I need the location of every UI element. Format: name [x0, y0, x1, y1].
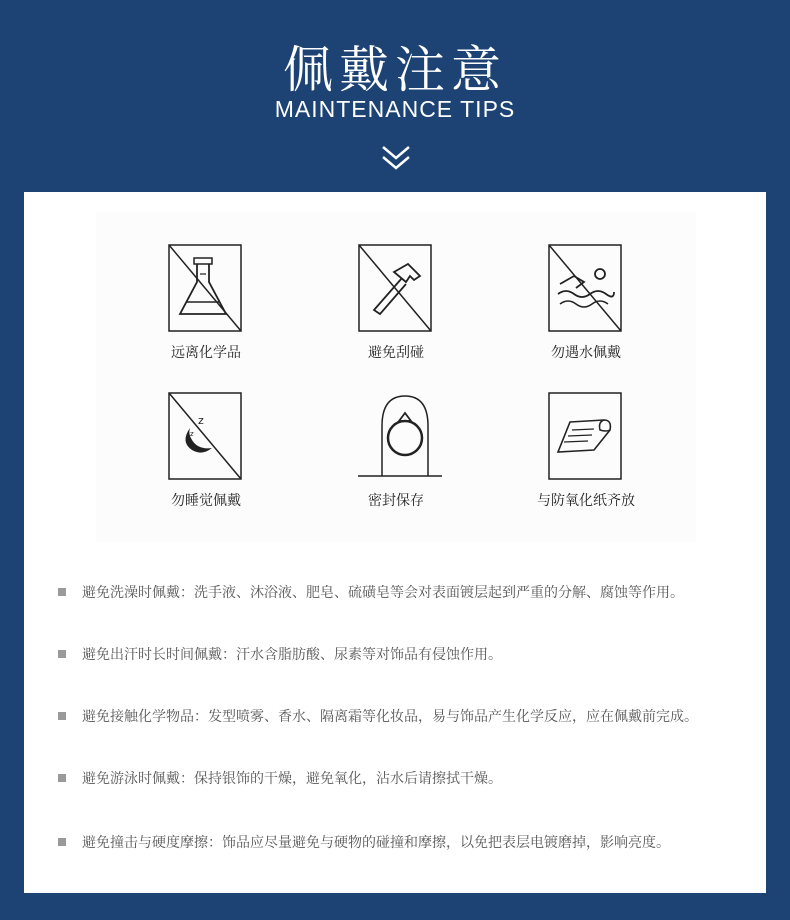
icon-item-sealed — [296, 392, 496, 522]
anti-oxidation-paper-icon — [548, 392, 622, 480]
svg-text:z: z — [198, 414, 204, 427]
sealed-storage-icon — [348, 392, 442, 480]
icon-item-hammer — [296, 244, 496, 374]
page-subtitle: MAINTENANCE TIPS — [274, 96, 516, 122]
tip-text: 避免洗澡时佩戴：洗手液、沐浴液、肥皂、硫磺皂等会对表面镀层起到严重的分解、腐蚀等作用。 — [82, 585, 684, 601]
bullet-icon — [58, 650, 66, 658]
icon-item-chemicals — [106, 244, 306, 374]
no-chemicals-icon — [168, 244, 242, 332]
bullet-icon — [58, 712, 66, 720]
list-item — [58, 832, 738, 854]
icon-item-sleep — [106, 392, 306, 522]
icon-label: 远离化学品 — [171, 345, 241, 361]
page-title: 佩戴注意 — [283, 41, 507, 99]
tip-text: 避免撞击与硬度摩擦：饰品应尽量避免与硬物的碰撞和摩擦，以免把表层电镀磨掉，影响亮度。 — [82, 835, 670, 851]
list-item — [58, 706, 738, 728]
bullet-icon — [58, 588, 66, 596]
double-chevron-down-icon — [380, 142, 412, 174]
icon-item-paper — [486, 392, 686, 522]
no-sleeping-icon — [168, 392, 242, 480]
bullet-icon — [58, 774, 66, 782]
icon-label: 密封保存 — [368, 493, 424, 509]
icon-label: 勿遇水佩戴 — [551, 345, 621, 361]
list-item — [58, 582, 738, 604]
no-hammer-icon — [358, 244, 432, 332]
icon-label: 与防氧化纸齐放 — [537, 493, 635, 509]
tip-text: 避免出汗时长时间佩戴：汗水含脂肪酸、尿素等对饰品有侵蚀作用。 — [82, 647, 502, 663]
tip-text: 避免游泳时佩戴：保持银饰的干燥，避免氧化，沾水后请擦拭干燥。 — [82, 771, 502, 787]
header — [0, 0, 790, 192]
list-item — [58, 644, 738, 666]
tip-text: 避免接触化学物品：发型喷雾、香水、隔离霜等化妆品，易与饰品产生化学反应，应在佩戴前完成。 — [82, 709, 698, 725]
icon-label: 勿睡觉佩戴 — [171, 493, 241, 509]
list-item — [58, 768, 738, 790]
svg-text:z: z — [190, 430, 194, 438]
no-swimming-icon — [548, 244, 622, 332]
bullet-icon — [58, 838, 66, 846]
content-panel — [24, 192, 766, 893]
icon-label: 避免刮碰 — [368, 345, 424, 361]
icon-grid — [96, 212, 696, 542]
icon-item-water — [486, 244, 686, 374]
